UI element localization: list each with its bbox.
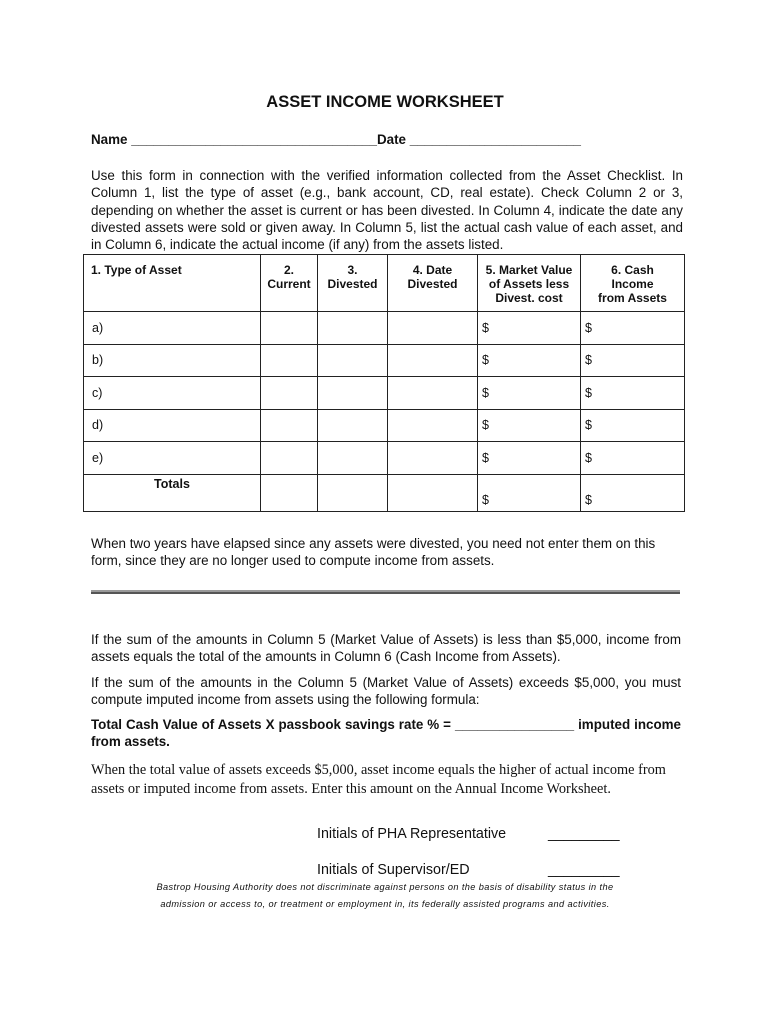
header-label: Income [611, 277, 654, 291]
page-title: ASSET INCOME WORKSHEET [266, 93, 504, 111]
totals-row [84, 474, 685, 511]
asset-type-cell[interactable]: b) [84, 344, 261, 377]
pha-initials-label: Initials of PHA Representative [317, 826, 507, 842]
two-years-note: When two years have elapsed since any assets were divested, you need not enter them on this form, since they are no longer used to compute income from assets. [91, 536, 656, 568]
header-label: from Assets [598, 291, 667, 305]
header-type-of-asset [84, 255, 261, 312]
asset-type-cell[interactable]: c) [84, 377, 261, 410]
cash-income-total-cell[interactable]: $ [581, 474, 685, 511]
asset-table [83, 254, 685, 512]
market-value-cell[interactable]: $ [478, 312, 581, 345]
market-value-cell[interactable]: $ [478, 344, 581, 377]
current-cell [261, 474, 318, 511]
date-divested-cell[interactable] [388, 377, 478, 410]
date-divested-cell[interactable] [388, 409, 478, 442]
current-cell[interactable] [261, 312, 318, 345]
cash-income-cell[interactable]: $ [581, 312, 685, 345]
header-label: 1. Type of Asset [91, 263, 182, 277]
footer-line: admission or access to, or treatment or employment in, its federally assisted programs and activities. [160, 899, 610, 909]
header-label: Divest. cost [495, 291, 563, 305]
header-label: 6. Cash [611, 263, 654, 277]
supervisor-initials-label: Initials of Supervisor/ED [317, 862, 470, 878]
table-row [84, 312, 685, 345]
divested-cell[interactable] [318, 377, 388, 410]
header-label: 3. [347, 263, 358, 277]
cash-income-cell[interactable]: $ [581, 442, 685, 475]
header-date-divested [388, 255, 478, 312]
divested-cell[interactable] [318, 442, 388, 475]
header-label: Current [267, 277, 311, 291]
supervisor-initials-blank[interactable]: _________ [548, 862, 620, 878]
asset-type-cell[interactable]: d) [84, 409, 261, 442]
current-cell[interactable] [261, 409, 318, 442]
section-divider [91, 590, 680, 594]
table-header-row [84, 255, 685, 312]
header-label: of Assets less [488, 277, 570, 291]
table-row [84, 344, 685, 377]
divested-cell [318, 474, 388, 511]
current-cell[interactable] [261, 344, 318, 377]
asset-type-cell[interactable]: a) [84, 312, 261, 345]
divested-cell[interactable] [318, 409, 388, 442]
footer-line: Bastrop Housing Authority does not discriminate against persons on the basis of disability status in the [156, 882, 614, 892]
cash-income-cell[interactable]: $ [581, 409, 685, 442]
pha-initials-blank[interactable]: _________ [548, 826, 620, 842]
totals-label: Totals [84, 474, 261, 511]
supervisor-initials-line [317, 862, 620, 878]
date-divested-cell [388, 474, 478, 511]
market-value-cell[interactable]: $ [478, 409, 581, 442]
sum-less-note: If the sum of the amounts in Column 5 (Market Value of Assets) is less than $5,000, income from assets equals the total of the amounts in Column 6 (Cash Income from Assets). [91, 632, 681, 664]
header-label: Divested [407, 277, 458, 291]
market-value-cell[interactable]: $ [478, 377, 581, 410]
header-label: 5. Market Value [485, 263, 573, 277]
cash-income-cell[interactable]: $ [581, 377, 685, 410]
current-cell[interactable] [261, 442, 318, 475]
date-divested-cell[interactable] [388, 312, 478, 345]
cash-income-cell[interactable]: $ [581, 344, 685, 377]
asset-type-cell[interactable]: e) [84, 442, 261, 475]
header-divested [318, 255, 388, 312]
header-label: 2. [283, 263, 294, 277]
name-date-line[interactable]: Name _________________________________Date _______________________ [91, 132, 581, 147]
header-label: 4. Date [412, 263, 453, 277]
header-label: Divested [327, 277, 378, 291]
nondiscrimination-footer [100, 879, 670, 913]
date-divested-cell[interactable] [388, 344, 478, 377]
divested-cell[interactable] [318, 344, 388, 377]
table-row [84, 409, 685, 442]
date-divested-cell[interactable] [388, 442, 478, 475]
imputed-income-formula[interactable]: Total Cash Value of Assets X passbook savings rate % = ________________ imputed income from assets. [91, 717, 681, 749]
instructions-paragraph: Use this form in connection with the verified information collected from the Asset Checklist. In Column 1, list the type of asset (e.g., bank account, CD, real estate). Check Column 2 or 3, depending on whether the asset is current or has been divested. In Column 4, indicate the date any divested assets were sold or given away. In Column 5, list the actual cash value of each asset, and in Column 6, indicate the actual income (if any) from the assets listed. [91, 168, 683, 253]
market-value-cell[interactable]: $ [478, 442, 581, 475]
divested-cell[interactable] [318, 312, 388, 345]
table-row [84, 377, 685, 410]
sum-exceeds-note: If the sum of the amounts in the Column 5 (Market Value of Assets) exceeds $5,000, you must compute imputed income from assets using the following formula: [91, 675, 681, 707]
market-value-total-cell[interactable]: $ [478, 474, 581, 511]
exceeds-rule-paragraph: When the total value of assets exceeds $5,000, asset income equals the higher of actual income from assets or imputed income from assets. Enter this amount on the Annual Income Worksheet. [91, 762, 666, 797]
current-cell[interactable] [261, 377, 318, 410]
table-row [84, 442, 685, 475]
pha-initials-line [317, 826, 620, 842]
header-cash-income [581, 255, 685, 312]
header-market-value [478, 255, 581, 312]
header-current [261, 255, 318, 312]
